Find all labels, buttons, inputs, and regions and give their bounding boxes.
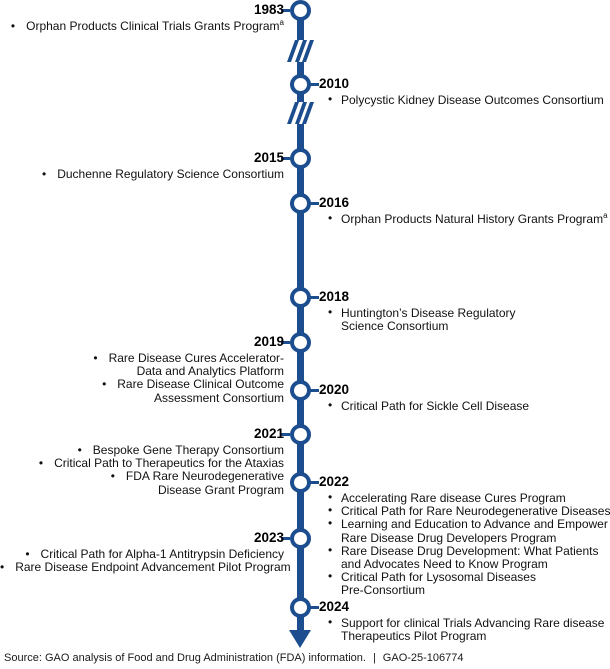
item-line: and Advocates Need to Know Program [341,557,548,572]
year-label: 2021 [253,426,284,441]
timeline-break-icon [286,102,316,124]
year-tick [310,202,319,205]
item-line: • Orphan Products Natural History Grants Program$^a$ [341,211,608,226]
timeline-item [0,560,291,575]
item-line: • Critical Path for Alpha-1 Antitrypsin Deficiency [0,548,284,561]
milestone-items [328,93,604,107]
year-label: 2010 [319,76,350,91]
year-tick [310,481,319,484]
milestone-items [0,168,284,181]
milestone-group-2016 [319,195,608,226]
item-line: Science Consortium [341,319,449,334]
milestone-items [328,307,593,333]
item-line: • FDA Rare Neurodegenerative [0,470,284,483]
timeline-item [0,20,284,33]
timeline-item [0,352,284,378]
milestone-group-2022 [319,474,610,598]
milestone-items [0,444,284,497]
source-note [4,652,464,664]
milestone-group-2015 [0,150,284,181]
item-line: • Rare Disease Endpoint Advancement Pilot Program [0,561,284,574]
timeline-break-icon [286,40,316,62]
item-line: Rare Disease Drug Developers Program [341,530,557,545]
milestone-group-2020 [319,382,593,413]
timeline-item [328,616,605,644]
year-label: 2018 [319,289,350,304]
item-line: • Huntington’s Disease Regulatory [341,306,516,320]
item-line: Data and Analytics Platform [136,364,284,379]
timeline-item [328,93,604,107]
item-line: • Duchenne Regulatory Science Consortium [0,168,284,181]
milestone-group-2010 [319,76,604,107]
milestone-items [328,491,610,598]
milestone-items [328,211,608,226]
year-node-circle-2019 [290,332,311,353]
item-line: • Rare Disease Drug Development: What Patients [341,543,599,558]
milestone-group-2019 [0,334,284,405]
year-node-circle-2022 [290,472,311,493]
item-line: • Polycystic Kidney Disease Outcomes Consortium [341,93,604,107]
timeline-item [328,211,608,226]
year-tick [310,83,319,86]
item-line: • Bespoke Gene Therapy Consortium [0,444,284,457]
timeline-item [0,168,284,181]
item-line: Pre-Consortium [341,583,426,598]
down-arrow-icon [289,630,311,648]
item-line: • Critical Path for Sickle Cell Disease [341,399,530,413]
milestone-group-2018 [319,289,593,333]
timeline-item [328,571,593,597]
year-label: 2016 [319,195,350,210]
milestone-items [0,20,284,33]
year-label: 2024 [319,599,350,614]
year-tick [310,389,319,392]
timeline-item [328,307,593,333]
source-separator: | [372,652,376,664]
year-label: 2015 [253,150,284,165]
year-node-circle-2020 [290,380,311,401]
milestone-group-2021 [0,426,284,497]
report-id: GAO-25-106774 [382,652,464,664]
year-node-circle-2016 [290,193,311,214]
item-line: • Critical Path for Lysosomal Diseases [341,570,536,585]
year-node-circle-2021 [290,424,311,445]
year-label: 2019 [253,334,284,349]
item-line: • Orphan Products Clinical Trials Grants Program$^a$ [0,20,284,33]
milestone-items [0,547,291,575]
item-line: Therapeutics Pilot Program [341,629,487,644]
timeline-item [328,400,593,413]
item-line: • Learning and Education to Advance and Empower [341,517,608,532]
item-line: Disease Grant Program [157,482,284,497]
year-node-circle-2015 [290,148,311,169]
item-line: • Critical Path for Rare Neurodegenerative Diseases [341,504,610,519]
year-node-circle-2024 [290,597,311,618]
milestone-group-2024 [319,599,605,644]
item-line: Assessment Consortium [153,390,284,405]
year-node-circle-2018 [290,287,311,308]
milestone-items [328,400,593,413]
year-label: 2023 [253,530,284,545]
timeline-item [328,517,608,545]
year-label: 2022 [319,474,350,489]
item-line: • Support for clinical Trials Advancing Rare disease [341,616,605,630]
timeline-item [0,470,284,496]
superscript-note: a [603,211,608,220]
year-node-circle-2023 [290,528,311,549]
superscript-note: a [279,18,284,27]
item-line: • Accelerating Rare disease Cures Program [341,491,566,505]
item-line: • Critical Path to Therapeutics for the Ataxias [0,457,284,470]
milestone-items [328,616,605,644]
timeline-item [0,378,284,404]
year-tick [310,296,319,299]
timeline-item [328,543,599,572]
year-label: 1983 [253,2,284,17]
milestone-group-1983 [0,2,284,33]
year-label: 2020 [319,382,350,397]
year-node-circle-1983 [290,0,311,21]
year-node-circle-2010 [290,74,311,95]
item-line: • Rare Disease Clinical Outcome [0,378,284,391]
milestone-group-2023 [0,530,291,575]
milestone-items [0,352,284,405]
source-text: Source: GAO analysis of Food and Drug Administration (FDA) information. [4,652,366,664]
item-line: • Rare Disease Cures Accelerator- [0,352,284,365]
year-tick [310,606,319,609]
